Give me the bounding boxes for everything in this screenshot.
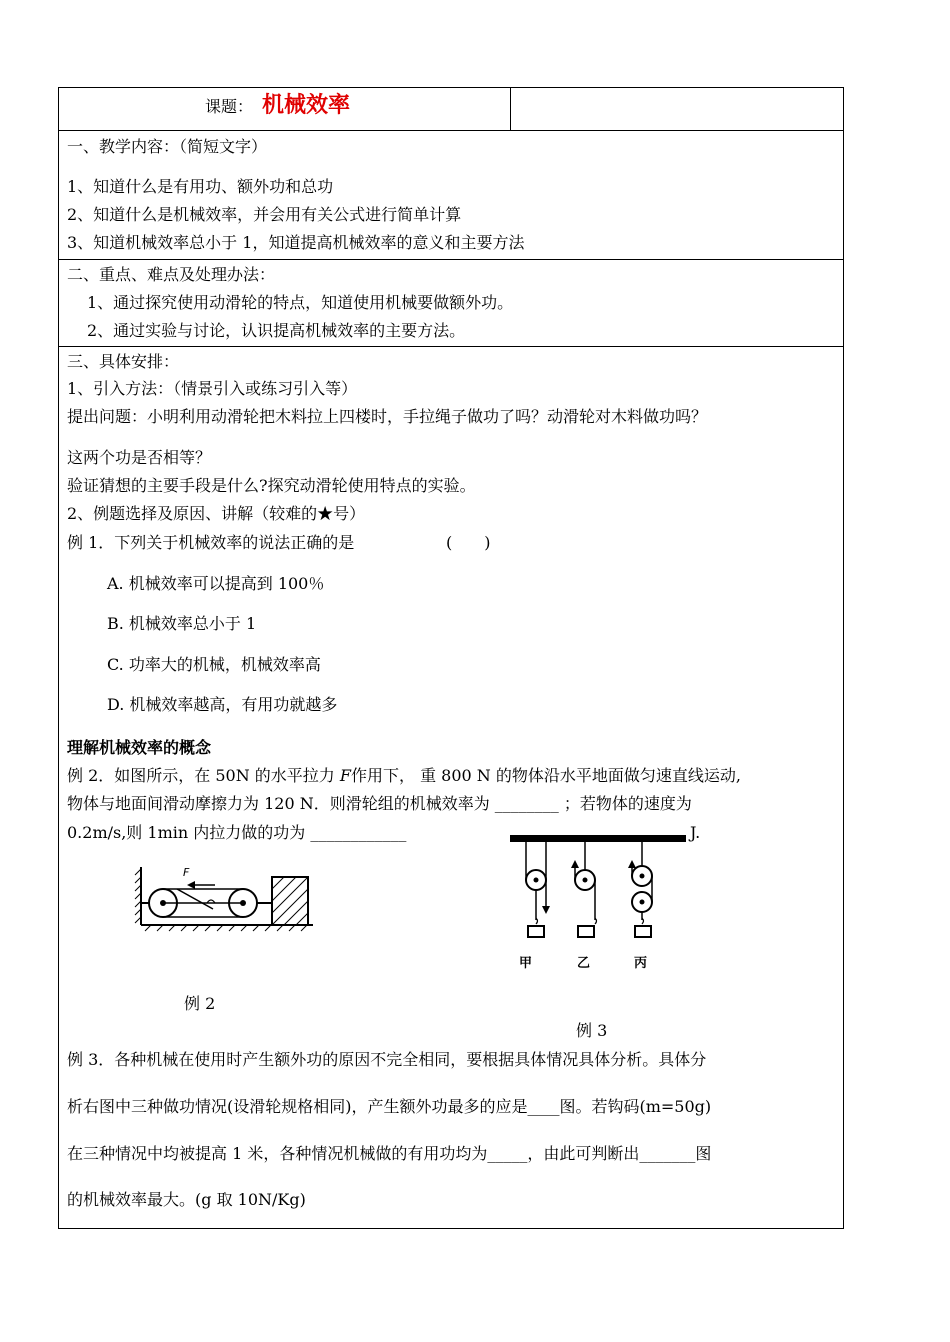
figure3-label-jia: 甲 <box>519 956 533 971</box>
example1-option-d: D. 机械效率越高，有用功就越多 <box>107 695 338 714</box>
section2-heading: 二、重点、难点及处理办法： <box>67 265 276 284</box>
header-divider <box>510 87 511 130</box>
example2-text: 作用下， 重 800 N 的物体沿水平地面做匀速直线运动, <box>351 766 741 785</box>
example1-option-b: B. 机械效率总小于 1 <box>107 614 257 633</box>
example3-line: 析右图中三种做功情况(设滑轮规格相同)，产生额外功最多的应是____图。若钩码(m=50g) <box>67 1097 712 1116</box>
example1-option-a: A. 机械效率可以提高到 100％ <box>107 574 325 593</box>
intro-method-title: 1、引入方法：（情景引入或练习引入等） <box>67 379 358 398</box>
concept-heading: 理解机械效率的概念 <box>67 738 212 757</box>
title-label: 课题： <box>205 97 254 116</box>
example1-answer-bracket: ( ) <box>446 533 491 552</box>
figure3-label-bing: 丙 <box>634 956 648 971</box>
example3-line: 例 3．各种机械在使用时产生额外功的原因不完全相同，要根据具体情况具体分析。具体分 <box>67 1050 707 1069</box>
intro-question: 这两个功是否相等？ <box>67 448 212 467</box>
example3-line: 在三种情况中均被提高 1 米，各种情况机械做的有用功均为_____，由此可判断出_______图 <box>67 1144 712 1163</box>
example2-text: 例 2．如图所示，在 50N 的水平拉力 <box>67 766 340 785</box>
page-title: 机械效率 <box>262 93 351 118</box>
figure3-label-yi: 乙 <box>577 956 591 971</box>
force-symbol: F <box>339 766 351 785</box>
example1-stem: 例 1．下列关于机械效率的说法正确的是 <box>67 533 355 552</box>
example3-line: 的机械效率最大。(g 取 10N/Kg) <box>67 1190 306 1209</box>
row-divider-2 <box>58 259 844 260</box>
section2-item: 1、通过探究使用动滑轮的特点，知道使用机械要做额外功。 <box>87 293 514 312</box>
example2-line: 0.2m/s,则 1min 内拉力做的功为 ____________ <box>67 823 407 842</box>
example3-figure <box>510 830 690 970</box>
section3-heading: 三、具体安排： <box>67 352 180 371</box>
section1-item: 3、知道机械效率总小于 1，知道提高机械效率的意义和主要方法 <box>67 233 525 252</box>
example3-caption: 例 3 <box>576 1021 608 1040</box>
intro-question: 提出问题：小明利用动滑轮把木料拉上四楼时，手拉绳子做功了吗？动滑轮对木料做功吗？ <box>67 407 708 426</box>
section1-heading: 一、教学内容：（简短文字） <box>67 137 268 156</box>
example2-line <box>67 765 741 787</box>
force-label: F <box>183 866 190 879</box>
section2-item: 2、通过实验与讨论，认识提高机械效率的主要方法。 <box>87 321 466 340</box>
example1-option-c: C. 功率大的机械，机械效率高 <box>107 655 321 674</box>
example2-figure <box>135 865 315 935</box>
row-divider-3 <box>58 346 844 347</box>
example2-caption: 例 2 <box>184 994 216 1013</box>
section1-item: 1、知道什么是有用功、额外功和总功 <box>67 177 334 196</box>
example2-unit: J. <box>690 823 701 842</box>
examples-title: 2、例题选择及原因、讲解（较难的★号） <box>67 504 366 523</box>
example2-line: 物体与地面间滑动摩擦力为 120 N．则滑轮组的机械效率为 ________ ；若物体的速度为 <box>67 794 692 813</box>
section1-item: 2、知道什么是机械效率，并会用有关公式进行简单计算 <box>67 205 462 224</box>
row-divider-1 <box>58 130 844 131</box>
intro-question: 验证猜想的主要手段是什么?探究动滑轮使用特点的实验。 <box>67 476 476 495</box>
